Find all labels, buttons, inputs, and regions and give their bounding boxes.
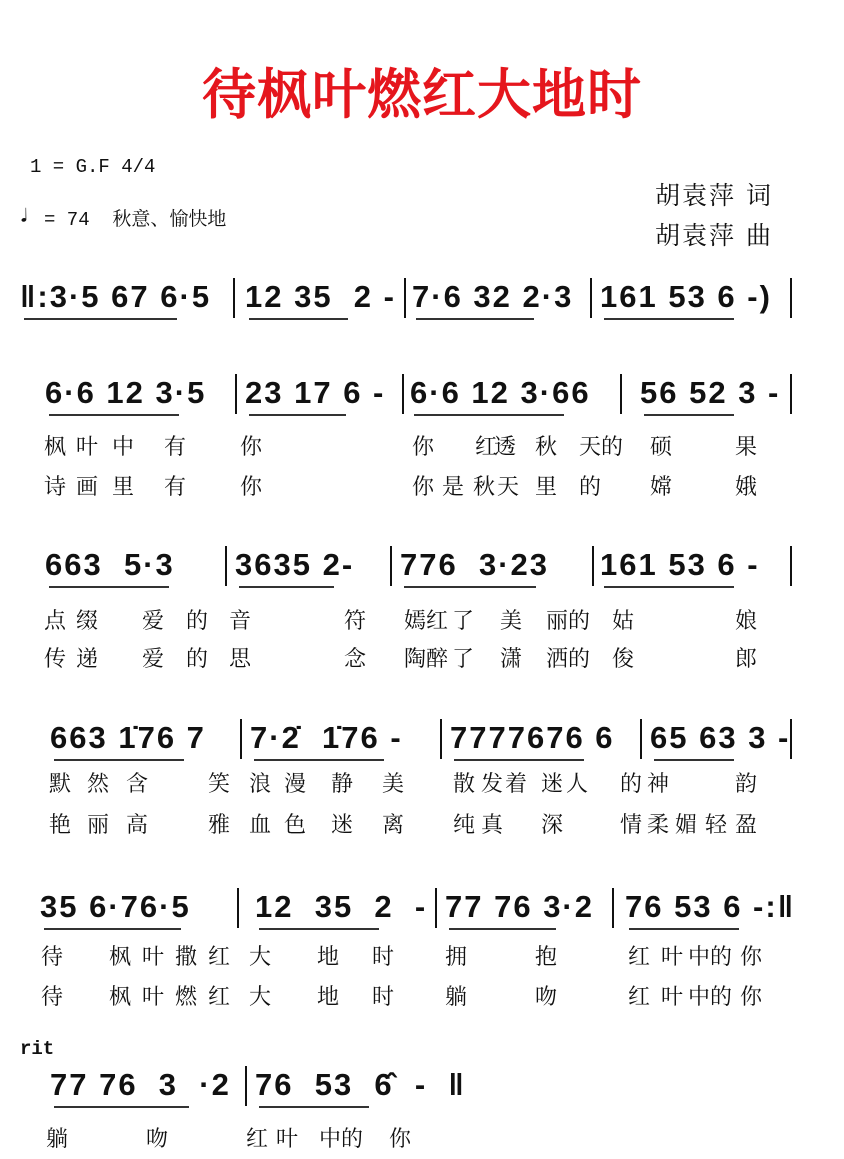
- lyric-syllable: 躺: [46, 1127, 69, 1152]
- lyric-syllable: 的: [568, 609, 591, 634]
- beam-underline: [24, 318, 177, 320]
- beam-underline: [604, 318, 734, 320]
- lyric-syllable: 轻: [705, 813, 728, 838]
- lyric-syllable: 盈: [735, 813, 758, 838]
- lyric-syllable: 音: [229, 609, 252, 634]
- lyric-syllable: 中: [688, 985, 711, 1010]
- beam-underline: [654, 759, 734, 761]
- lyric-syllable: 躺: [445, 985, 468, 1010]
- lyric-syllable: 郎: [735, 647, 758, 672]
- beam-underline: [454, 759, 584, 761]
- measure: 6·6 12 3·66: [410, 375, 591, 410]
- measure: 161 53 6 -: [600, 547, 760, 582]
- barline: [592, 546, 594, 586]
- lyric-syllable: 红: [246, 1127, 269, 1152]
- lyric-syllable: 迷: [331, 813, 354, 838]
- lyric-syllable: 默: [49, 772, 72, 797]
- beam-underline: [414, 414, 564, 416]
- lyric-syllable: 情: [620, 813, 643, 838]
- beam-underline: [629, 928, 739, 930]
- lyric-syllable: 红: [208, 945, 231, 970]
- lyric-syllable: 艳: [49, 813, 72, 838]
- lyric-syllable: 枫: [44, 435, 67, 460]
- barline: [435, 888, 437, 928]
- beam-underline: [54, 1106, 189, 1108]
- measure: 12 35 2 -: [255, 889, 428, 924]
- lyric-syllable: 的: [620, 772, 643, 797]
- lyric-syllable: 秋: [473, 475, 496, 500]
- lyric-syllable: 天: [579, 435, 602, 460]
- lyric-syllable: 传: [44, 647, 67, 672]
- lyric-syllable: 散: [453, 772, 476, 797]
- lyric-syllable: 点: [44, 609, 67, 634]
- measure: 7777676 6: [450, 720, 615, 755]
- barline: [404, 278, 406, 318]
- lyric-syllable: 叶: [661, 985, 684, 1010]
- barline: [225, 546, 227, 586]
- lyric-syllable: 红: [628, 945, 651, 970]
- measure: 65 63 3 -: [650, 720, 791, 755]
- measure: 7·6 32 2·3: [412, 279, 574, 314]
- lyric-syllable: 有: [164, 475, 187, 500]
- beam-underline: [604, 586, 734, 588]
- measure: 77 76 3 ·2: [50, 1067, 231, 1102]
- lyric-syllable: 色: [284, 813, 307, 838]
- lyric-syllable: 拥: [445, 945, 468, 970]
- lyric-syllable: 画: [76, 475, 99, 500]
- lyric-syllable: 吻: [146, 1127, 169, 1152]
- lyric-syllable: 中: [112, 435, 135, 460]
- lyric-syllable: 丽: [546, 609, 569, 634]
- measure: 663 5·3: [45, 547, 175, 582]
- lyric-syllable: 媚: [675, 813, 698, 838]
- lyric-syllable: 嫦: [650, 475, 673, 500]
- beam-underline: [54, 759, 184, 761]
- barline: [590, 278, 592, 318]
- measure: 56 52 3 -: [640, 375, 781, 410]
- lyric-syllable: 你: [240, 435, 263, 460]
- lyric-syllable: 笑: [208, 772, 231, 797]
- lyric-syllable: 深: [541, 813, 564, 838]
- measure: 161 53 6 -): [600, 279, 772, 314]
- lyric-syllable: 符: [344, 609, 367, 634]
- lyric-syllable: 透: [494, 435, 517, 460]
- lyric-syllable: 神: [647, 772, 670, 797]
- lyric-syllable: 人: [566, 772, 589, 797]
- measure: 6·6 12 3·5: [45, 375, 207, 410]
- composer-credit: 胡袁萍 曲: [655, 221, 773, 250]
- lyric-syllable: 地: [317, 945, 340, 970]
- beam-underline: [259, 928, 379, 930]
- lyric-syllable: 迷: [541, 772, 564, 797]
- lyric-syllable: 醉: [426, 647, 449, 672]
- lyric-syllable: 真: [481, 813, 504, 838]
- lyric-syllable: 嫣: [404, 609, 427, 634]
- lyric-syllable: 红: [208, 985, 231, 1010]
- beam-underline: [49, 414, 179, 416]
- lyric-syllable: 的: [186, 609, 209, 634]
- lyric-syllable: 韵: [735, 772, 758, 797]
- lyric-syllable: 叶: [661, 945, 684, 970]
- lyric-syllable: 然: [87, 772, 110, 797]
- measure: 76 53 6 -:‖: [625, 889, 796, 924]
- barline: [790, 546, 792, 586]
- lyric-syllable: 高: [126, 813, 149, 838]
- lyric-syllable: 爱: [142, 609, 165, 634]
- measure: ‖:3·5 67 6·5: [20, 279, 212, 314]
- lyric-syllable: 时: [372, 985, 395, 1010]
- lyric-syllable: 红: [628, 985, 651, 1010]
- lyric-syllable: 发: [481, 772, 504, 797]
- barline: [620, 374, 622, 414]
- lyric-syllable: 待: [41, 945, 64, 970]
- beam-underline: [259, 1106, 369, 1108]
- lyric-syllable: 纯: [453, 813, 476, 838]
- lyric-syllable: 秋: [535, 435, 558, 460]
- lyric-syllable: 美: [382, 772, 405, 797]
- lyric-syllable: 缀: [76, 609, 99, 634]
- lyric-syllable: 你: [740, 985, 763, 1010]
- lyric-syllable: 了: [452, 609, 475, 634]
- barline: [402, 374, 404, 414]
- beam-underline: [644, 414, 734, 416]
- beam-underline: [49, 586, 169, 588]
- lyric-syllable: 的: [341, 1127, 364, 1152]
- barline: [233, 278, 235, 318]
- lyric-syllable: 的: [710, 985, 733, 1010]
- lyric-syllable: 雅: [208, 813, 231, 838]
- measure: 23 17 6 -: [245, 375, 386, 410]
- lyric-syllable: 大: [249, 985, 272, 1010]
- lyric-syllable: 你: [740, 945, 763, 970]
- measure: 76 53 6̂ - ‖: [255, 1067, 466, 1102]
- lyric-syllable: 陶: [404, 647, 427, 672]
- lyric-syllable: 叶: [142, 945, 165, 970]
- barline: [612, 888, 614, 928]
- lyric-syllable: 待: [41, 985, 64, 1010]
- lyric-syllable: 递: [76, 647, 99, 672]
- measure: 663 1̇76 7: [50, 720, 206, 755]
- lyric-syllable: 美: [500, 609, 523, 634]
- lyricist-credit: 胡袁萍 词: [655, 181, 773, 210]
- lyric-syllable: 诗: [44, 475, 67, 500]
- lyric-syllable: 叶: [276, 1127, 299, 1152]
- quarter-note-icon: ♩: [18, 200, 34, 230]
- lyric-syllable: 血: [249, 813, 272, 838]
- measure: 776 3·23: [400, 547, 549, 582]
- lyric-syllable: 娥: [735, 475, 758, 500]
- beam-underline: [239, 586, 334, 588]
- lyric-syllable: 是: [442, 475, 465, 500]
- lyric-syllable: 的: [710, 945, 733, 970]
- lyric-syllable: 你: [389, 1127, 412, 1152]
- lyric-syllable: 思: [229, 647, 252, 672]
- key-signature: 1 = G.F 4/4: [30, 156, 156, 178]
- lyric-syllable: 红: [475, 435, 498, 460]
- measure: 3635 2-: [235, 547, 355, 582]
- tempo-marking: = 74 秋意、愉快地: [44, 209, 227, 231]
- lyric-syllable: 叶: [142, 985, 165, 1010]
- lyric-syllable: 娘: [735, 609, 758, 634]
- lyric-syllable: 撒: [175, 945, 198, 970]
- lyric-syllable: 洒: [546, 647, 569, 672]
- lyric-syllable: 你: [240, 475, 263, 500]
- beam-underline: [249, 414, 346, 416]
- beam-underline: [44, 928, 181, 930]
- lyric-syllable: 叶: [76, 435, 99, 460]
- barline: [790, 278, 792, 318]
- measure: 35 6·76·5: [40, 889, 191, 924]
- beam-underline: [249, 318, 348, 320]
- lyric-syllable: 的: [601, 435, 624, 460]
- lyric-syllable: 硕: [650, 435, 673, 460]
- measure: 7·2̇ 1̇76 -: [250, 720, 403, 755]
- lyric-syllable: 的: [568, 647, 591, 672]
- lyric-syllable: 的: [186, 647, 209, 672]
- beam-underline: [449, 928, 556, 930]
- lyric-syllable: 柔: [647, 813, 670, 838]
- lyric-syllable: 潇: [500, 647, 523, 672]
- lyric-syllable: 浪: [249, 772, 272, 797]
- lyric-syllable: 有: [164, 435, 187, 460]
- beam-underline: [404, 586, 536, 588]
- beam-underline: [254, 759, 384, 761]
- lyric-syllable: 抱: [535, 945, 558, 970]
- lyric-syllable: 了: [452, 647, 475, 672]
- lyric-syllable: 姑: [612, 609, 635, 634]
- lyric-syllable: 枫: [109, 945, 132, 970]
- lyric-syllable: 念: [344, 647, 367, 672]
- lyric-syllable: 的: [579, 475, 602, 500]
- lyric-syllable: 里: [535, 475, 558, 500]
- barline: [245, 1066, 247, 1106]
- lyric-syllable: 天: [497, 475, 520, 500]
- lyric-syllable: 俊: [612, 647, 635, 672]
- lyric-syllable: 静: [331, 772, 354, 797]
- barline: [440, 719, 442, 759]
- lyric-syllable: 时: [372, 945, 395, 970]
- ritardando-marking: rit: [20, 1038, 55, 1060]
- lyric-syllable: 燃: [175, 985, 198, 1010]
- song-title: 待枫叶燃红大地时: [202, 63, 642, 126]
- lyric-syllable: 离: [382, 813, 405, 838]
- beam-underline: [416, 318, 534, 320]
- lyric-syllable: 吻: [535, 985, 558, 1010]
- lyric-syllable: 里: [112, 475, 135, 500]
- lyric-syllable: 中: [688, 945, 711, 970]
- barline: [237, 888, 239, 928]
- lyric-syllable: 大: [249, 945, 272, 970]
- lyric-syllable: 丽: [87, 813, 110, 838]
- lyric-syllable: 中: [319, 1127, 342, 1152]
- barline: [390, 546, 392, 586]
- lyric-syllable: 爱: [142, 647, 165, 672]
- barline: [235, 374, 237, 414]
- measure: 77 76 3·2: [445, 889, 594, 924]
- barline: [790, 374, 792, 414]
- barline: [240, 719, 242, 759]
- lyric-syllable: 红: [426, 609, 449, 634]
- lyric-syllable: 含: [126, 772, 149, 797]
- lyric-syllable: 地: [317, 985, 340, 1010]
- lyric-syllable: 着: [505, 772, 528, 797]
- measure: 12 35 2 -: [245, 279, 396, 314]
- barline: [790, 719, 792, 759]
- lyric-syllable: 你: [412, 435, 435, 460]
- lyric-syllable: 果: [735, 435, 758, 460]
- lyric-syllable: 漫: [284, 772, 307, 797]
- lyric-syllable: 枫: [109, 985, 132, 1010]
- barline: [640, 719, 642, 759]
- lyric-syllable: 你: [412, 475, 435, 500]
